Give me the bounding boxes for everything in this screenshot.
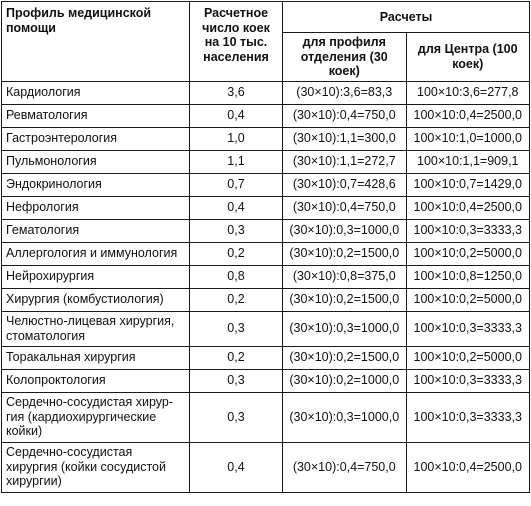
row-name: Нейрохирургия — [2, 265, 190, 288]
row-profile-calc: (30×10):0,4=750,0 — [283, 104, 407, 127]
table-row — [2, 127, 530, 150]
row-center-calc: 100×10:3,6=277,8 — [406, 81, 530, 104]
row-name: Эндокринология — [2, 173, 190, 196]
header-calc: Расчеты — [283, 2, 530, 33]
row-profile-calc: (30×10):0,2=1500,0 — [283, 242, 407, 265]
row-name: Торакальная хирургия — [2, 346, 190, 369]
row-name: Гастроэнтерология — [2, 127, 190, 150]
row-rate: 1,1 — [190, 150, 283, 173]
row-profile-calc: (30×10):0,3=1000,0 — [283, 392, 407, 442]
table-row — [2, 219, 530, 242]
row-center-calc: 100×10:0,3=3333,3 — [406, 311, 530, 346]
table-row — [2, 265, 530, 288]
row-center-calc: 100×10:1,0=1000,0 — [406, 127, 530, 150]
row-profile-calc: (30×10):0,4=750,0 — [283, 196, 407, 219]
row-profile-calc: (30×10):1,1=300,0 — [283, 127, 407, 150]
row-rate: 1,0 — [190, 127, 283, 150]
row-name: Пульмонология — [2, 150, 190, 173]
table-row — [2, 392, 530, 442]
header-profile: Профиль медицинской помощи — [2, 2, 190, 82]
row-name: Сердечно-сосудистая хирургия (койки сосудистой хирургии) — [2, 442, 190, 492]
table-row — [2, 242, 530, 265]
row-profile-calc: (30×10):0,2=1000,0 — [283, 369, 407, 392]
table-row — [2, 150, 530, 173]
table-row — [2, 196, 530, 219]
row-profile-calc: (30×10):0,4=750,0 — [283, 442, 407, 492]
row-rate: 0,3 — [190, 369, 283, 392]
row-name: Сердечно-сосудистая хирургия (кардиохирургические койки) — [2, 392, 190, 442]
header-per-center: для Центра (100 коек) — [406, 33, 530, 82]
row-name: Хирургия (комбустиология) — [2, 288, 190, 311]
table-row — [2, 173, 530, 196]
row-name: Ревматология — [2, 104, 190, 127]
row-center-calc: 100×10:0,4=2500,0 — [406, 196, 530, 219]
row-name: Челюстно-лицевая хирургия, стоматология — [2, 311, 190, 346]
row-profile-calc: (30×10):0,3=1000,0 — [283, 311, 407, 346]
row-name: Аллергология и иммунология — [2, 242, 190, 265]
row-center-calc: 100×10:0,3=3333,3 — [406, 392, 530, 442]
row-profile-calc: (30×10):1,1=272,7 — [283, 150, 407, 173]
row-rate: 0,2 — [190, 288, 283, 311]
table-row — [2, 81, 530, 104]
row-profile-calc: (30×10):3,6=83,3 — [283, 81, 407, 104]
row-rate: 0,3 — [190, 219, 283, 242]
table-row — [2, 369, 530, 392]
table-row — [2, 311, 530, 346]
row-rate: 0,4 — [190, 196, 283, 219]
row-profile-calc: (30×10):0,8=375,0 — [283, 265, 407, 288]
table-row — [2, 288, 530, 311]
calculation-table — [1, 1, 530, 493]
row-center-calc: 100×10:1,1=909,1 — [406, 150, 530, 173]
row-rate: 3,6 — [190, 81, 283, 104]
header-per-profile: для профиля отделения (30 коек) — [283, 33, 407, 82]
row-center-calc: 100×10:0,3=3333,3 — [406, 369, 530, 392]
row-rate: 0,2 — [190, 242, 283, 265]
row-rate: 0,3 — [190, 392, 283, 442]
row-rate: 0,2 — [190, 346, 283, 369]
row-center-calc: 100×10:0,2=5000,0 — [406, 288, 530, 311]
table-row — [2, 104, 530, 127]
row-profile-calc: (30×10):0,7=428,6 — [283, 173, 407, 196]
header-rate: Расчетное число коек на 10 тыс. населения — [190, 2, 283, 82]
row-name: Колопроктология — [2, 369, 190, 392]
table-row — [2, 442, 530, 492]
row-rate: 0,4 — [190, 104, 283, 127]
table-row — [2, 346, 530, 369]
row-name: Гематология — [2, 219, 190, 242]
row-name: Нефрология — [2, 196, 190, 219]
row-rate: 0,8 — [190, 265, 283, 288]
row-rate: 0,7 — [190, 173, 283, 196]
row-center-calc: 100×10:0,2=5000,0 — [406, 346, 530, 369]
row-rate: 0,3 — [190, 311, 283, 346]
row-center-calc: 100×10:0,3=3333,3 — [406, 219, 530, 242]
row-center-calc: 100×10:0,2=5000,0 — [406, 242, 530, 265]
row-center-calc: 100×10:0,7=1429,0 — [406, 173, 530, 196]
row-profile-calc: (30×10):0,2=1500,0 — [283, 346, 407, 369]
row-rate: 0,4 — [190, 442, 283, 492]
row-center-calc: 100×10:0,8=1250,0 — [406, 265, 530, 288]
row-name: Кардиология — [2, 81, 190, 104]
row-profile-calc: (30×10):0,3=1000,0 — [283, 219, 407, 242]
row-center-calc: 100×10:0,4=2500,0 — [406, 104, 530, 127]
row-center-calc: 100×10:0,4=2500,0 — [406, 442, 530, 492]
row-profile-calc: (30×10):0,2=1500,0 — [283, 288, 407, 311]
